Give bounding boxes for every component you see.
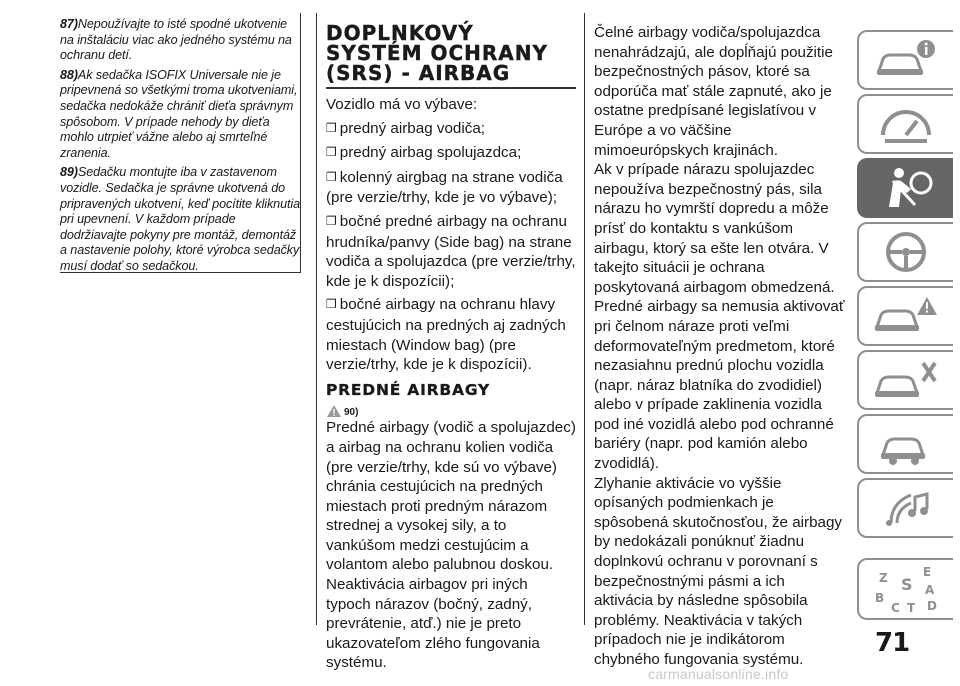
checkbox-bullet-icon: ❒	[326, 213, 337, 228]
dashboard-gauge-icon	[871, 99, 941, 149]
index-letter: T	[907, 601, 916, 614]
list-item-text: bočné predné airbagy na ochranu hrudníka/panvy (Side bag) na strane vodiča a spolujazdca (pre verzie/trhy, kde je k dispozícii);	[326, 212, 576, 290]
car-service-icon	[871, 355, 941, 405]
checkbox-bullet-icon: ❒	[326, 297, 337, 312]
multimedia-icon	[871, 483, 941, 533]
paragraph: Čelné airbagy vodiča/spolujazdca nenahrádzajú, ale dopĺňajú použitie bezpečnostných pásov, ktoré sa odporúča mať stále zapnuté, ako je ostatne predpísané legislatívou v Európe a vo väčšine mimoeurópskych krajinách.	[594, 24, 833, 159]
list-item	[326, 295, 576, 374]
paragraph: Predné airbagy sa nemusia aktivovať pri čelnom náraze proti veľmi deformovateľným predmetom, ktoré nezasiahnu prednú plochu vozidla (napr. náraz blatníka do zvodidiel) alebo v prípade zaklinenia vozidla pod iné vozidlá alebo pod ochranné bariéry (napr. pod kamión alebo zvodidlá).	[594, 298, 845, 473]
list-item	[326, 119, 576, 140]
paragraph: Zlyhanie aktivácie vo vyššie opísaných podmienkach je spôsobená skutočnosťou, že airbagy by nedokázali ponúknuť žiadnu doplnkovú ochranu v porovnaní s bezpečnostnými pásmi a ich aktivácia by následne spôsobila problémy. Neaktivácia v takých prípadoch nie je indikátorom chybného fungovania systému.	[594, 474, 843, 668]
right-column	[594, 23, 848, 670]
tab-index[interactable]	[857, 558, 953, 620]
tab-technical-data[interactable]	[857, 414, 953, 474]
index-letter: E	[923, 565, 932, 579]
section-title-line: (SRS) - AIRBAG	[326, 61, 511, 85]
list-item-text: predný airbag vodiča;	[339, 119, 485, 137]
note-88	[60, 68, 300, 162]
paragraph: Ak v prípade nárazu spolujazdec nepoužíva bezpečnostný pás, sila nárazu ho vymrští dopredu a môže prísť do kontaktu s vankúšom airbagu, ktorý sa ešte len otvára. V takejto situácii je ochrana poskytovaná airbagom obmedzená.	[594, 161, 835, 296]
index-letters-icon	[871, 564, 941, 614]
section-title-line: DOPLNKOVÝ	[326, 21, 474, 45]
checkbox-bullet-icon: ❒	[326, 120, 337, 135]
section-title-line: SYSTÉM OCHRANY	[326, 41, 548, 65]
middle-column	[326, 23, 576, 677]
title-underline	[326, 87, 576, 89]
checkbox-bullet-icon: ❒	[326, 145, 337, 160]
section-title	[326, 23, 576, 83]
index-letter: S	[901, 575, 913, 594]
list-item-text: kolenný airgbag na strane vodiča (pre verzie/trhy, kde je vo výbave);	[326, 168, 563, 207]
note-89	[60, 165, 300, 274]
technical-data-icon	[871, 419, 941, 469]
note-text: Sedačku montujte iba v zastavenom vozidle. Sedačka je správne ukotvená do pripravených ukotvení, keď pocítite kliknutia pri upevnení. V každom prípade dodržiavajte pokyny pre montáž, demontáž a nastavenie polohy, ktoré výrobca sedačky musí dodať so sedačkou.	[60, 165, 300, 273]
list-item-text: predný airbag spolujazdca;	[339, 144, 522, 162]
index-letter: D	[927, 599, 937, 613]
list-item	[326, 143, 576, 164]
page-number: 71	[875, 628, 910, 658]
note-87	[60, 17, 300, 64]
note-number: 87)	[60, 17, 78, 31]
note-text: Nepoužívajte to isté spodné ukotvenie na inštaláciu viac ako jedného systému na ochranu detí.	[60, 17, 292, 63]
column-divider-2	[584, 13, 585, 625]
note-number: 88)	[60, 67, 78, 82]
tab-multimedia[interactable]	[857, 478, 953, 538]
tab-emergency[interactable]	[857, 286, 953, 346]
warning-triangle-icon	[326, 404, 342, 418]
warning-number: 90)	[344, 407, 359, 419]
column-divider-1	[316, 13, 317, 625]
checkbox-bullet-icon: ❒	[326, 169, 337, 184]
index-letter: B	[875, 591, 885, 605]
index-letter: Z	[879, 571, 888, 585]
sub-title: PREDNÉ AIRBAGY	[326, 380, 491, 399]
note-number: 89)	[60, 165, 78, 180]
list-item	[326, 168, 576, 208]
warning-reference	[326, 404, 576, 418]
tab-car-info[interactable]	[857, 30, 953, 90]
airbag-safety-icon	[871, 163, 941, 213]
steering-wheel-icon	[871, 227, 941, 277]
list-item-text: bočné airbagy na ochranu hlavy cestujúcich na predných aj zadných miestach (Window bag) (pre verzie/trhy, kde je k dispozícii).	[326, 296, 566, 374]
tab-dashboard[interactable]	[857, 94, 953, 154]
tab-maintenance[interactable]	[857, 350, 953, 410]
watermark: carmanualsonline.info	[648, 666, 789, 682]
tab-driving[interactable]	[857, 222, 953, 282]
tab-safety[interactable]	[857, 158, 953, 218]
car-warning-icon	[871, 291, 941, 341]
index-letter: A	[925, 583, 935, 597]
car-info-icon	[871, 35, 941, 85]
front-airbags-paragraph: Predné airbagy (vodič a spolujazdec) a airbag na ochranu kolien vodiča (pre verzie/trhy, kde sú vo výbave) chránia cestujúcich na predných miestach proti predným nárazom strednej a vysokej sily, a to vankúšom medzi cestujúcim a volantom alebo palubnou doskou. Neaktivácia airbagov pri iných typoch nárazov (bočný, zadný, prevrátenie, atď.) nie je preto ukazovateľom zlého fungovania systému.	[326, 419, 576, 672]
notes-box	[60, 13, 301, 273]
index-letter: C	[891, 601, 900, 614]
list-item	[326, 212, 576, 291]
intro-text: Vozidlo má vo výbave:	[326, 96, 478, 113]
note-text: Ak sedačka ISOFIX Universale nie je pripevnená so všetkými troma ukotveniami, sedačka nedokáže chrániť dieťa správnym spôsobom. V prípade nehody by dieťa mohlo utrpieť vážne alebo aj smrteľné zranenia.	[60, 67, 298, 160]
